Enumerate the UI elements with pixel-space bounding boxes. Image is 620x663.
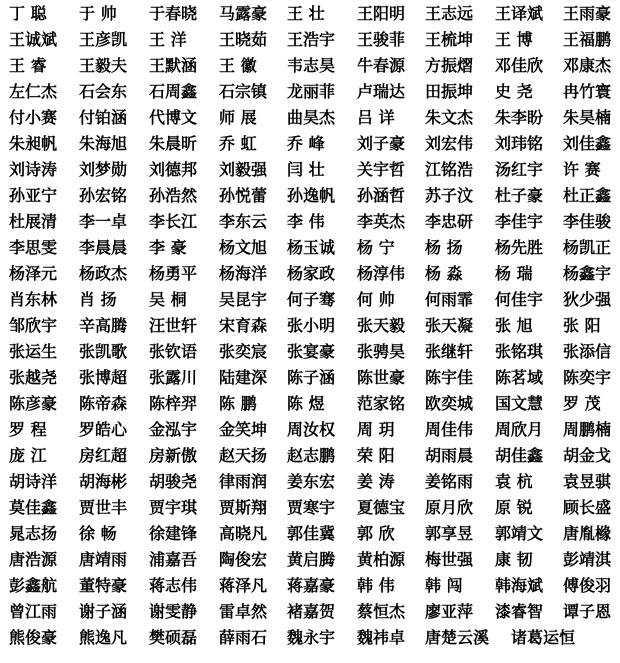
name-cell: 原月欣 xyxy=(425,498,474,517)
name-cell: 罗 程 xyxy=(9,420,47,439)
name-cell: 杨玉诚 xyxy=(287,238,336,257)
name-cell: 李东云 xyxy=(219,212,268,231)
name-cell: 张宴豪 xyxy=(287,342,336,361)
name-cell: 张添信 xyxy=(563,342,612,361)
name-cell: 刘梦勋 xyxy=(79,160,128,179)
name-cell: 莫佳鑫 xyxy=(9,498,58,517)
name-cell: 何子骞 xyxy=(287,290,336,309)
name-cell: 张骋昊 xyxy=(357,342,406,361)
name-cell: 魏永宇 xyxy=(287,628,336,647)
name-row xyxy=(0,106,620,130)
name-cell: 王 壮 xyxy=(287,4,325,23)
name-cell: 王晓茹 xyxy=(219,30,268,49)
name-cell: 王 博 xyxy=(495,30,533,49)
name-cell: 李佳宇 xyxy=(495,212,544,231)
name-cell: 方振熠 xyxy=(425,56,474,75)
name-cell: 王 洋 xyxy=(149,30,187,49)
name-cell: 蒋志伟 xyxy=(149,576,198,595)
name-cell: 王志远 xyxy=(425,4,474,23)
name-cell: 杜正鑫 xyxy=(563,186,612,205)
name-cell: 薛雨石 xyxy=(219,628,268,647)
name-cell: 朱晨昕 xyxy=(149,134,198,153)
name-cell: 王雨豪 xyxy=(563,4,612,23)
name-cell: 张奕宸 xyxy=(219,342,268,361)
name-cell: 曲昊杰 xyxy=(287,108,336,127)
name-cell: 姜 涛 xyxy=(357,472,395,491)
name-cell: 黄柏源 xyxy=(357,550,406,569)
name-cell: 周欣月 xyxy=(495,420,544,439)
name-cell: 荣 阳 xyxy=(357,446,395,465)
name-cell: 高晓凡 xyxy=(219,524,268,543)
name-cell: 于春晓 xyxy=(149,4,198,23)
name-row xyxy=(0,340,620,364)
name-row xyxy=(0,392,620,416)
name-cell: 朱文杰 xyxy=(425,108,474,127)
name-cell: 朱海旭 xyxy=(79,134,128,153)
name-cell: 刘毅强 xyxy=(219,160,268,179)
name-cell: 史 尧 xyxy=(495,82,533,101)
name-cell: 吕 详 xyxy=(357,108,395,127)
name-cell: 李思雯 xyxy=(9,238,58,257)
name-row xyxy=(0,210,620,234)
name-cell: 刘子豪 xyxy=(357,134,406,153)
name-row xyxy=(0,574,620,598)
name-cell: 邹欣宇 xyxy=(9,316,58,335)
name-cell: 赵志鹏 xyxy=(287,446,336,465)
name-row xyxy=(0,184,620,208)
name-cell: 杜子豪 xyxy=(495,186,544,205)
name-row xyxy=(0,80,620,104)
name-cell: 彭靖淇 xyxy=(563,550,612,569)
name-row xyxy=(0,54,620,78)
name-cell: 朱昶帆 xyxy=(9,134,58,153)
name-cell: 杨勇平 xyxy=(149,264,198,283)
name-cell: 刘宏伟 xyxy=(425,134,474,153)
name-cell: 蔡恒杰 xyxy=(357,602,406,621)
name-cell: 石会东 xyxy=(79,82,128,101)
name-cell: 金笑坤 xyxy=(219,420,268,439)
name-cell: 杨家政 xyxy=(287,264,336,283)
name-row xyxy=(0,470,620,494)
name-cell: 谢雯静 xyxy=(149,602,198,621)
name-cell: 代博文 xyxy=(149,108,198,127)
name-cell: 胡佳鑫 xyxy=(495,446,544,465)
name-cell: 金泓宇 xyxy=(149,420,198,439)
name-cell: 乔 峰 xyxy=(287,134,325,153)
name-cell: 许 赛 xyxy=(563,160,601,179)
name-cell: 朱昊楠 xyxy=(563,108,612,127)
name-cell: 康 韧 xyxy=(495,550,533,569)
name-cell: 辛高腾 xyxy=(79,316,128,335)
name-cell: 关宇哲 xyxy=(357,160,406,179)
name-cell: 袁 杭 xyxy=(495,472,533,491)
name-cell: 孙宏铭 xyxy=(79,186,128,205)
name-cell: 赵天扬 xyxy=(219,446,268,465)
name-cell: 陈宇佳 xyxy=(425,368,474,387)
name-cell: 汪世轩 xyxy=(149,316,198,335)
name-cell: 房红超 xyxy=(79,446,128,465)
name-cell: 付小赛 xyxy=(9,108,58,127)
name-cell: 狄少强 xyxy=(563,290,612,309)
name-cell: 熊逸凡 xyxy=(79,628,128,647)
name-cell: 马露豪 xyxy=(219,4,268,23)
name-cell: 邓佳欣 xyxy=(495,56,544,75)
name-cell: 李 伟 xyxy=(287,212,325,231)
name-cell: 龙丽菲 xyxy=(287,82,336,101)
name-cell: 李长江 xyxy=(149,212,198,231)
name-cell: 刘佳鑫 xyxy=(563,134,612,153)
name-cell: 贾斯翔 xyxy=(219,498,268,517)
name-row xyxy=(0,288,620,312)
name-cell: 韩 闯 xyxy=(425,576,463,595)
name-cell: 何 帅 xyxy=(357,290,395,309)
name-cell: 彭鑫航 xyxy=(9,576,58,595)
name-cell: 苏子汶 xyxy=(425,186,474,205)
name-cell: 王诚斌 xyxy=(9,30,58,49)
name-cell: 何佳宇 xyxy=(495,290,544,309)
name-cell: 王浩宇 xyxy=(287,30,336,49)
name-cell: 欧奕城 xyxy=(425,394,474,413)
name-cell: 杨 瑞 xyxy=(495,264,533,283)
name-row xyxy=(0,262,620,286)
name-cell: 杨 扬 xyxy=(425,238,463,257)
name-cell: 刘德邦 xyxy=(149,160,198,179)
name-cell: 杨泽元 xyxy=(9,264,58,283)
name-cell: 唐浩源 xyxy=(9,550,58,569)
name-cell: 李佳骏 xyxy=(563,212,612,231)
name-cell: 陈茗域 xyxy=(495,368,544,387)
name-cell: 诸葛运恒 xyxy=(511,628,576,647)
name-cell: 姜东宏 xyxy=(287,472,336,491)
name-cell: 董特豪 xyxy=(79,576,128,595)
name-cell: 贾宇琪 xyxy=(149,498,198,517)
name-cell: 陈彦豪 xyxy=(9,394,58,413)
name-cell: 肖东林 xyxy=(9,290,58,309)
name-cell: 韦志昊 xyxy=(287,56,336,75)
name-cell: 胡骏尧 xyxy=(149,472,198,491)
name-cell: 浦嘉吾 xyxy=(149,550,198,569)
name-cell: 王阳明 xyxy=(357,4,406,23)
name-cell: 卢瑞达 xyxy=(357,82,406,101)
name-cell: 郭靖文 xyxy=(495,524,544,543)
name-cell: 左仁杰 xyxy=(9,82,58,101)
name-cell: 于 帅 xyxy=(79,4,117,23)
name-cell: 王彦凯 xyxy=(79,30,128,49)
name-cell: 孙悦蕾 xyxy=(219,186,268,205)
name-cell: 胡金戈 xyxy=(563,446,612,465)
name-cell: 陈帝森 xyxy=(79,394,128,413)
name-cell: 杨鑫宇 xyxy=(563,264,612,283)
name-cell: 张天凝 xyxy=(425,316,474,335)
name-cell: 姜铭雨 xyxy=(425,472,474,491)
name-cell: 石周鑫 xyxy=(149,82,198,101)
name-cell: 闫 壮 xyxy=(287,160,325,179)
name-cell: 陈 鹏 xyxy=(219,394,257,413)
name-cell: 杨先胜 xyxy=(495,238,544,257)
name-cell: 张博超 xyxy=(79,368,128,387)
name-cell: 胡海彬 xyxy=(79,472,128,491)
name-cell: 丁 聪 xyxy=(9,4,47,23)
name-cell: 罗皓心 xyxy=(79,420,128,439)
name-cell: 李 豪 xyxy=(149,238,187,257)
name-cell: 孙亚宁 xyxy=(9,186,58,205)
name-cell: 张继轩 xyxy=(425,342,474,361)
name-cell: 黄启腾 xyxy=(287,550,336,569)
name-cell: 唐楚云溪 xyxy=(425,628,490,647)
name-cell: 王毅夫 xyxy=(79,56,128,75)
name-cell: 李一卓 xyxy=(79,212,128,231)
name-cell: 王 徽 xyxy=(219,56,257,75)
name-cell: 王译斌 xyxy=(495,4,544,23)
name-cell: 乔 虹 xyxy=(219,134,257,153)
name-cell: 胡诗洋 xyxy=(9,472,58,491)
name-cell: 李英杰 xyxy=(357,212,406,231)
name-cell: 顾长盛 xyxy=(563,498,612,517)
name-cell: 杨凯正 xyxy=(563,238,612,257)
name-cell: 曾江雨 xyxy=(9,602,58,621)
name-cell: 陈奕宇 xyxy=(563,368,612,387)
name-cell: 漆睿智 xyxy=(495,602,544,621)
name-cell: 傅俊羽 xyxy=(563,576,612,595)
name-cell: 陈子涵 xyxy=(287,368,336,387)
name-cell: 唐靖雨 xyxy=(79,550,128,569)
name-cell: 冉竹寰 xyxy=(563,82,612,101)
name-row xyxy=(0,2,620,26)
name-cell: 王 睿 xyxy=(9,56,47,75)
name-cell: 刘诗涛 xyxy=(9,160,58,179)
name-cell: 牛春源 xyxy=(357,56,406,75)
name-cell: 樊硕磊 xyxy=(149,628,198,647)
name-cell: 张越尧 xyxy=(9,368,58,387)
name-row xyxy=(0,158,620,182)
name-cell: 胡雨晨 xyxy=(425,446,474,465)
name-cell: 王福鹏 xyxy=(563,30,612,49)
name-row xyxy=(0,236,620,260)
name-cell: 谭子恩 xyxy=(563,602,612,621)
name-cell: 吴昆宇 xyxy=(219,290,268,309)
name-cell: 徐 畅 xyxy=(79,524,117,543)
name-cell: 张天毅 xyxy=(357,316,406,335)
name-cell: 汤红宇 xyxy=(495,160,544,179)
name-cell: 夏德宝 xyxy=(357,498,406,517)
name-cell: 周佳伟 xyxy=(425,420,474,439)
name-cell: 魏祎卓 xyxy=(357,628,406,647)
name-cell: 朱李盼 xyxy=(495,108,544,127)
name-row xyxy=(0,132,620,156)
name-cell: 杨海洋 xyxy=(219,264,268,283)
name-cell: 罗 茂 xyxy=(563,394,601,413)
name-cell: 袁昱骐 xyxy=(563,472,612,491)
name-cell: 杨 宁 xyxy=(357,238,395,257)
name-cell: 陆建深 xyxy=(219,368,268,387)
name-row xyxy=(0,314,620,338)
name-cell: 周 玥 xyxy=(357,420,395,439)
name-cell: 晁志扬 xyxy=(9,524,58,543)
name-cell: 张钦语 xyxy=(149,342,198,361)
name-cell: 石宗镇 xyxy=(219,82,268,101)
name-cell: 肖 扬 xyxy=(79,290,117,309)
name-row xyxy=(0,28,620,52)
name-cell: 谢子涵 xyxy=(79,602,128,621)
name-cell: 田振坤 xyxy=(425,82,474,101)
name-cell: 邓康杰 xyxy=(563,56,612,75)
name-cell: 郭 欣 xyxy=(357,524,395,543)
name-cell: 王骏菲 xyxy=(357,30,406,49)
name-cell: 杨文旭 xyxy=(219,238,268,257)
name-cell: 贾世丰 xyxy=(79,498,128,517)
name-cell: 房新傲 xyxy=(149,446,198,465)
name-row xyxy=(0,522,620,546)
name-cell: 贾寒宇 xyxy=(287,498,336,517)
name-cell: 梅世强 xyxy=(425,550,474,569)
name-cell: 陈 煜 xyxy=(287,394,325,413)
name-cell: 杨淳伟 xyxy=(357,264,406,283)
name-cell: 李忠研 xyxy=(425,212,474,231)
name-cell: 熊俊豪 xyxy=(9,628,58,647)
name-cell: 陈世豪 xyxy=(357,368,406,387)
name-cell: 李晨晨 xyxy=(79,238,128,257)
name-cell: 张露川 xyxy=(149,368,198,387)
name-cell: 律雨润 xyxy=(219,472,268,491)
name-cell: 刘玮铭 xyxy=(495,134,544,153)
name-cell: 何雨霏 xyxy=(425,290,474,309)
name-cell: 陈梓羿 xyxy=(149,394,198,413)
name-cell: 廖亚萍 xyxy=(425,602,474,621)
name-cell: 韩 伟 xyxy=(357,576,395,595)
name-cell: 张小明 xyxy=(287,316,336,335)
name-cell: 周汝权 xyxy=(287,420,336,439)
name-row xyxy=(0,600,620,624)
name-cell: 孙逸帆 xyxy=(287,186,336,205)
name-cell: 张铭琪 xyxy=(495,342,544,361)
name-cell: 唐胤橼 xyxy=(563,524,612,543)
name-cell: 杨政杰 xyxy=(79,264,128,283)
name-cell: 蒋嘉豪 xyxy=(287,576,336,595)
name-cell: 张 旭 xyxy=(495,316,533,335)
name-row xyxy=(0,626,620,650)
name-cell: 张运生 xyxy=(9,342,58,361)
name-cell: 郭享昱 xyxy=(425,524,474,543)
name-cell: 周鹏楠 xyxy=(563,420,612,439)
name-cell: 王默涵 xyxy=(149,56,198,75)
name-cell: 江铭浩 xyxy=(425,160,474,179)
name-cell: 付铂涵 xyxy=(79,108,128,127)
name-cell: 杜展清 xyxy=(9,212,58,231)
name-cell: 张凯歌 xyxy=(79,342,128,361)
name-row xyxy=(0,548,620,572)
name-row xyxy=(0,418,620,442)
name-cell: 范家铭 xyxy=(357,394,406,413)
name-row xyxy=(0,496,620,520)
name-cell: 杨 淼 xyxy=(425,264,463,283)
name-cell: 师 展 xyxy=(219,108,257,127)
name-cell: 孙浩然 xyxy=(149,186,198,205)
name-cell: 褚嘉贺 xyxy=(287,602,336,621)
name-cell: 张 阳 xyxy=(563,316,601,335)
name-cell: 孙涵哲 xyxy=(357,186,406,205)
name-cell: 郭佳冀 xyxy=(287,524,336,543)
name-cell: 蒋泽凡 xyxy=(219,576,268,595)
name-cell: 韩海斌 xyxy=(495,576,544,595)
name-cell: 徐建锋 xyxy=(149,524,198,543)
name-row xyxy=(0,366,620,390)
name-cell: 庞 江 xyxy=(9,446,47,465)
name-cell: 雷卓然 xyxy=(219,602,268,621)
name-cell: 吴 桐 xyxy=(149,290,187,309)
name-cell: 王梳坤 xyxy=(425,30,474,49)
name-cell: 宋育森 xyxy=(219,316,268,335)
name-cell: 国文慧 xyxy=(495,394,544,413)
name-row xyxy=(0,444,620,468)
name-cell: 陶俊宏 xyxy=(219,550,268,569)
name-cell: 原 锐 xyxy=(495,498,533,517)
